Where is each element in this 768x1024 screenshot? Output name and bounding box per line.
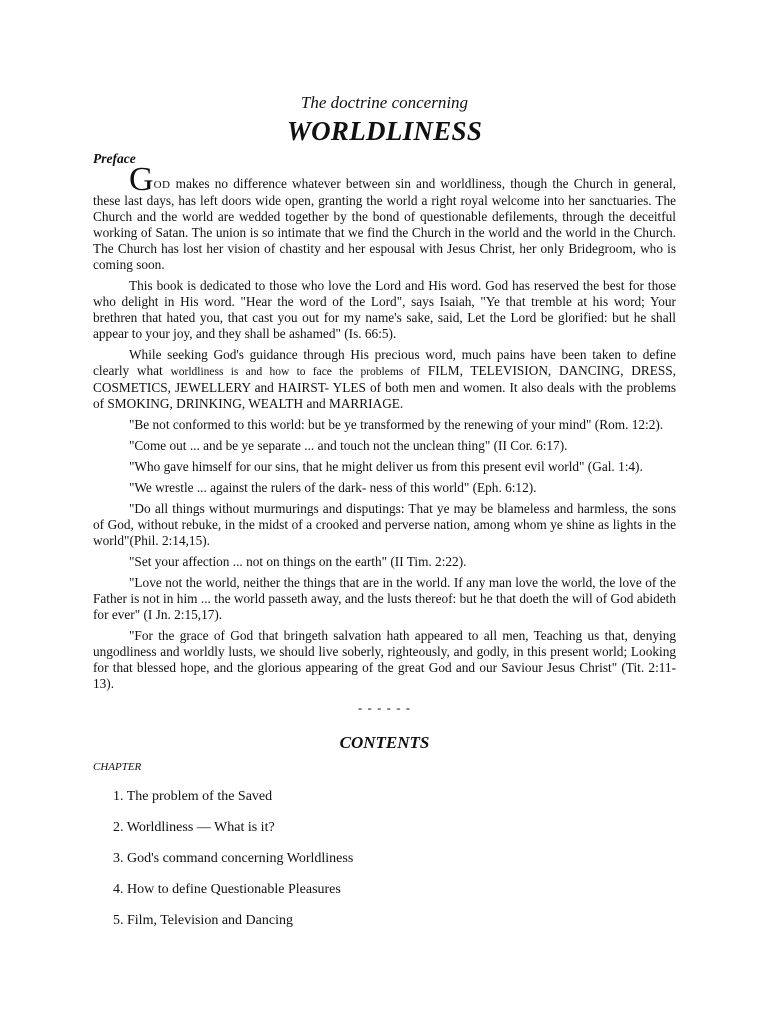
document-subtitle: The doctrine concerning [300, 93, 469, 112]
scripture-quote-2: "Come out ... and be ye separate ... and touch not the unclean thing" (II Cor. 6:17). [129, 438, 568, 453]
document-title: WORLDLINESS [286, 116, 483, 146]
toc-item-3: 3. God's command concerning Worldliness [113, 851, 354, 866]
toc-item-1: 1. The problem of the Saved [113, 789, 273, 804]
scripture-quote-8: "For the grace of God that bringeth salvation hath appeared to all men, Teaching us that, denying ungodliness and worldly lusts, we should live soberly, righteously, and godly, in this present world; Looking for that blessed hope, and the glorious appearing of the great God and our Saviour Jesus Christ" (Tit. 2:11-13). [93, 628, 676, 691]
preface-paragraph-2: This book is dedicated to those who love the Lord and His word. God has reserved the best for those who delight in His word. "Hear the word of the Lord", says Isaiah, "Ye that tremble at his word; Your brethren that hated you, that cast you out for my name's sake, said, Let the Lord be glorified: but he shall appear to your joy, and they shall be ashamed" (Is. 66:5). [93, 278, 676, 341]
section-divider: - - - - - - [357, 700, 412, 715]
contents-heading: CONTENTS [339, 733, 430, 752]
scripture-quote-5: "Do all things without murmurings and disputings: That ye may be blameless and harmless, the sons of God, without rebuke, in the midst of a crooked and perverse nation, among whom ye shine as lights in the world"(Phil. 2:14,15). [93, 501, 676, 548]
preface-paragraph-1-text: makes no difference whatever between sin and worldliness, though the Church in general, these last days, has left doors wide open, granting the world a right royal welcome into her sanctuaries. The Church and the world are wedded together by the bond of questionable defilements, through the deceitful working of Satan. The union is so intimate that we find the Church in the world and the world in the Church. The Church has lost her vision of chastity and her espousal with Jesus Christ, her only Bridegroom, who is coming soon. [93, 176, 676, 272]
toc-item-2: 2. Worldliness — What is it? [113, 820, 275, 835]
scripture-quote-7: "Love not the world, neither the things that are in the world. If any man love the world, the love of the Father is not in him ... the world passeth away, and the lusts thereof: but he that doeth the will of God abideth for ever" (I Jn. 2:15,17). [93, 575, 676, 622]
chapter-label: CHAPTER [93, 761, 142, 773]
preface-paragraph-3 [93, 347, 676, 412]
contents-list [93, 788, 676, 930]
scripture-quote-6: "Set your affection ... not on things on the earth" (II Tim. 2:22). [129, 554, 467, 569]
scripture-quote-3: "Who gave himself for our sins, that he might deliver us from this present evil world" (Gal. 1:4). [129, 459, 643, 474]
drop-cap: G [129, 161, 154, 198]
scripture-quote-4: "We wrestle ... against the rulers of the dark- ness of this world" (Eph. 6:12). [129, 480, 537, 495]
scripture-quote-1: "Be not conformed to this world: but be ye transformed by the renewing of your mind" (Rom. 12:2). [129, 417, 664, 432]
toc-item-4: 4. How to define Questionable Pleasures [113, 882, 341, 897]
preface-paragraph-1 [93, 161, 676, 273]
preface-heading: Preface [93, 151, 136, 166]
preface-paragraph-3-c: FILM, TELEVISION, DANCING, DRESS, COSMETICS, JEWELLERY and HAIRST- YLES of both men and women. It also deals with the problems of SMOKING, DRINKING, WEALTH and MARRIAGE. [93, 363, 676, 411]
document-page [93, 92, 676, 943]
toc-item-5: 5. Film, Television and Dancing [113, 913, 293, 928]
preface-paragraph-3-b: worldliness is and how to face the problems of [170, 366, 421, 378]
preface-paragraph-3-a: While seeking God's guidance through His precious word, much pains have been taken to define clearly what [93, 347, 676, 378]
drop-cap-rest: OD [153, 179, 171, 191]
